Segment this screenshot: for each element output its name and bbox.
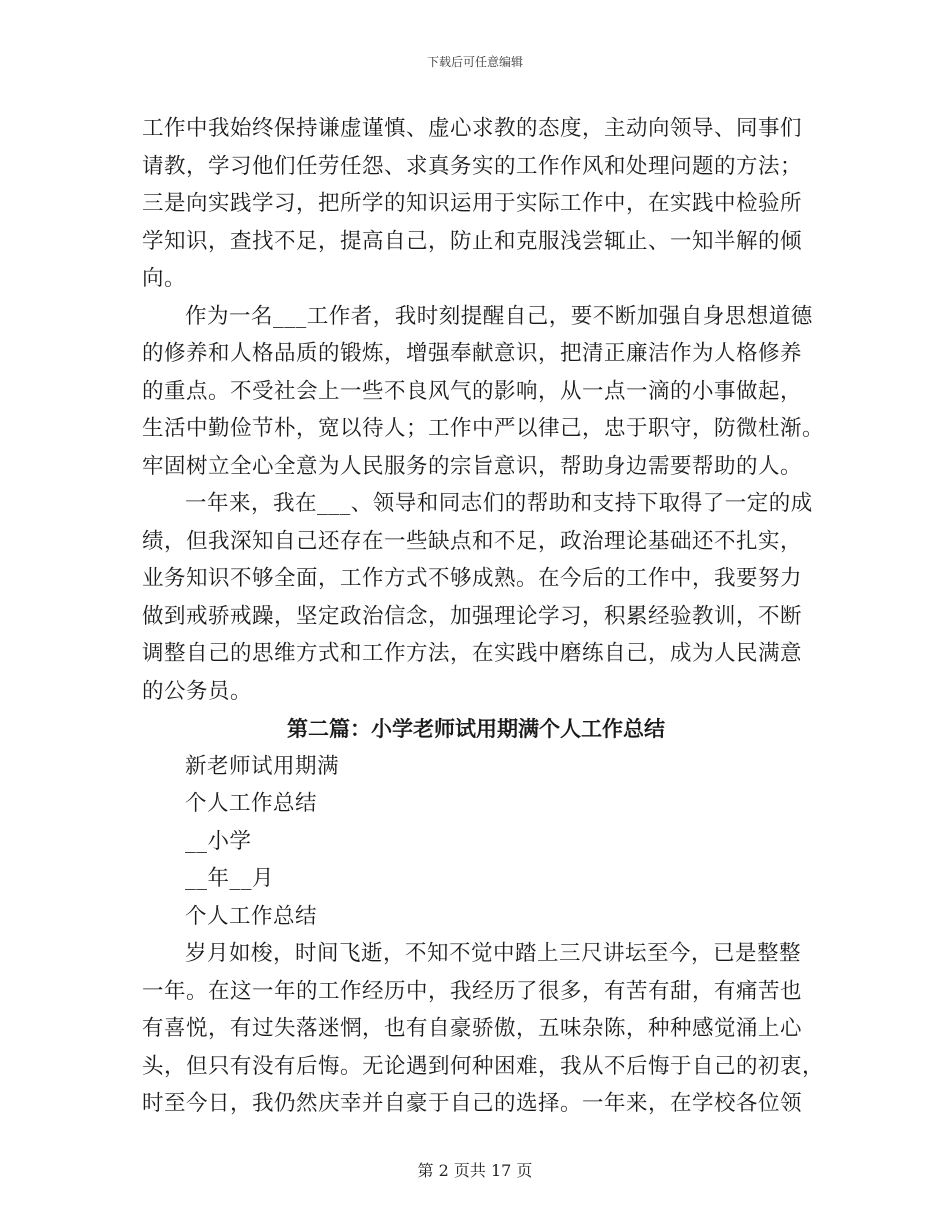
text-line: 请教，学习他们任劳任怨、求真务实的工作作风和处理问题的方法；: [142, 153, 803, 179]
text-line: __年__月: [185, 866, 275, 891]
text-line: 头，但只有没有后悔。无论遇到何种困难，我从不后悔于自己的初衷，: [142, 1053, 825, 1079]
text-line: 三是向实践学习，把所学的知识运用于实际工作中，在实践中检验所: [142, 191, 803, 216]
text-line: 的公务员。: [142, 678, 253, 704]
text-line: 有喜悦，有过失落迷惘，也有自豪骄傲，五味杂陈，种种感觉涌上心: [142, 1016, 803, 1041]
text-line: 的修养和人格品质的锻炼，增强奉献意识，把清正廉洁作为人格修养: [142, 341, 803, 366]
text-line: 绩，但我深知自己还存在一些缺点和不足，政治理论基础还不扎实，: [142, 528, 803, 554]
document-body: [142, 110, 825, 1123]
section-two: [142, 748, 825, 1123]
text-line: 调整自己的思维方式和工作方法，在实践中磨练自己，成为人民满意: [142, 641, 803, 666]
text-line: 学知识，查找不足，提高自己，防止和克服浅尝辄止、一知半解的倾: [142, 228, 803, 254]
text-line: 工作中我始终保持谦虚谨慎、虚心求教的态度，主动向领导、同事们: [142, 116, 803, 141]
text-line: 时至今日，我仍然庆幸并自豪于自己的选择。一年来，在学校各位领: [142, 1091, 803, 1116]
text-line: 一年来，我在___、领导和同志们的帮助和支持下取得了一定的成: [185, 491, 813, 516]
text-line: 岁月如梭，时间飞逝，不知不觉中踏上三尺讲坛至今，已是整整: [185, 941, 802, 966]
text-line: 向。: [142, 266, 187, 291]
section-heading: 第二篇：小学老师试用期满个人工作总结: [287, 716, 665, 741]
text-line: 业务知识不够全面，工作方式不够成熟。在今后的工作中，我要努力: [142, 566, 803, 591]
text-line: 生活中勤俭节朴，宽以待人；工作中严以律己，忠于职守，防微杜渐。: [142, 416, 825, 441]
text-line: 作为一名___工作者，我时刻提醒自己，要不断加强自身思想道德: [185, 303, 813, 329]
text-line: 一年。在这一年的工作经历中，我经历了很多，有苦有甜，有痛苦也: [142, 978, 803, 1004]
page-header: 下载后可任意编辑: [426, 55, 523, 69]
text-line: 个人工作总结: [185, 791, 318, 816]
text-line: 个人工作总结: [185, 903, 318, 929]
text-line: __小学: [185, 828, 252, 854]
text-line: 新老师试用期满: [185, 753, 340, 779]
text-line: 牢固树立全心全意为人民服务的宗旨意识，帮助身边需要帮助的人。: [142, 453, 803, 479]
section-one: [142, 110, 825, 710]
page-footer: 第 2 页共 17 页: [417, 1161, 533, 1180]
text-line: 做到戒骄戒躁，坚定政治信念，加强理论学习，积累经验教训，不断: [142, 603, 803, 629]
text-line: 的重点。不受社会上一些不良风气的影响，从一点一滴的小事做起，: [142, 378, 803, 404]
